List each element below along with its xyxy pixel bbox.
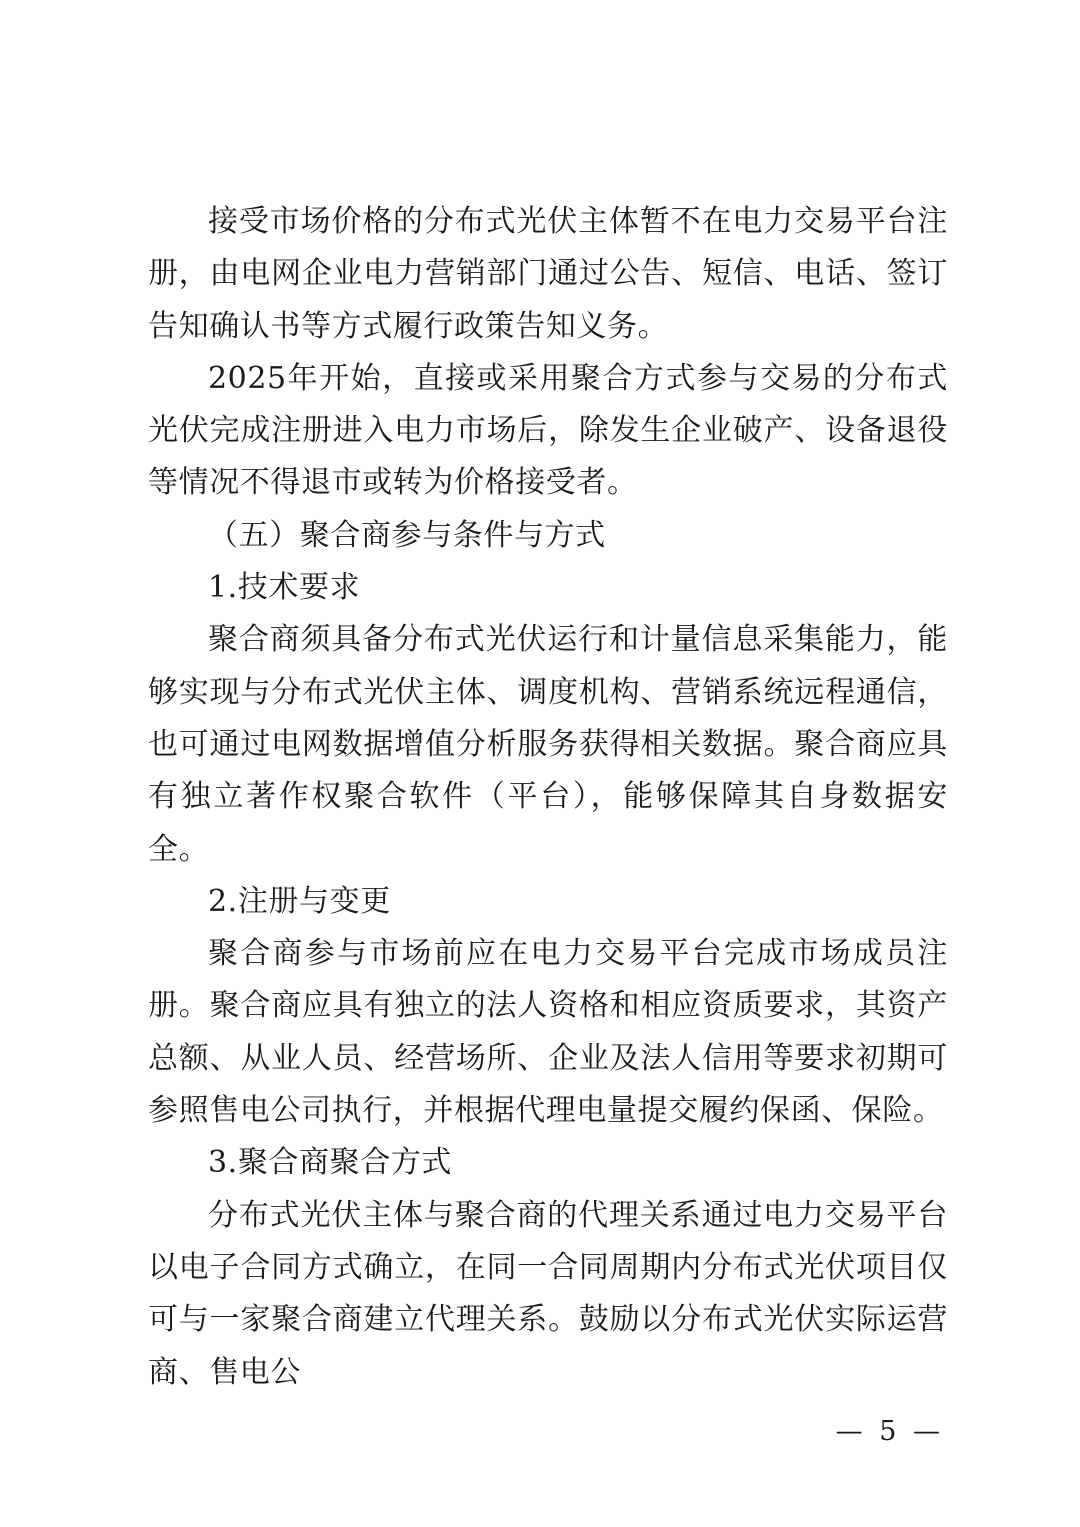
paragraph-notice-obligation: 接受市场价格的分布式光伏主体暂不在电力交易平台注册，由电网企业电力营销部门通过公告、短信、电话、签订告知确认书等方式履行政策告知义务。: [148, 204, 948, 344]
section-heading-aggregator: （五）聚合商参与条件与方式: [208, 517, 606, 553]
paragraph-aggregation-method: 分布式光伏主体与聚合商的代理关系通过电力交易平台以电子合同方式确立，在同一合同周期内分布式光伏项目仅可与一家聚合商建立代理关系。鼓励以分布式光伏实际运营商、售电公: [148, 1197, 948, 1390]
paragraph-technical-requirements: 聚合商须具备分布式光伏运行和计量信息采集能力，能够实现与分布式光伏主体、调度机构、营销系统远程通信，也可通过电网数据增值分析服务获得相关数据。聚合商应具有独立著作权聚合软件（平台），能够保障其自身数据安全。: [148, 622, 948, 867]
subheading-technical-requirements: 1.技术要求: [208, 570, 361, 606]
subheading-registration: 2.注册与变更: [208, 883, 391, 919]
page-number: — 5 —: [835, 1416, 944, 1447]
paragraph-registration: 聚合商参与市场前应在电力交易平台完成市场成员注册。聚合商应具有独立的法人资格和相应资质要求，其资产总额、从业人员、经营场所、企业及法人信用等要求初期可参照售电公司执行，并根据代理电量提交履约保函、保险。: [148, 936, 948, 1129]
paragraph-2025-rule: 2025年开始，直接或采用聚合方式参与交易的分布式光伏完成注册进入电力市场后，除发生企业破产、设备退役等情况不得退市或转为价格接受者。: [148, 360, 948, 501]
subheading-aggregation-method: 3.聚合商聚合方式: [208, 1145, 453, 1181]
document-body: [148, 196, 948, 1399]
